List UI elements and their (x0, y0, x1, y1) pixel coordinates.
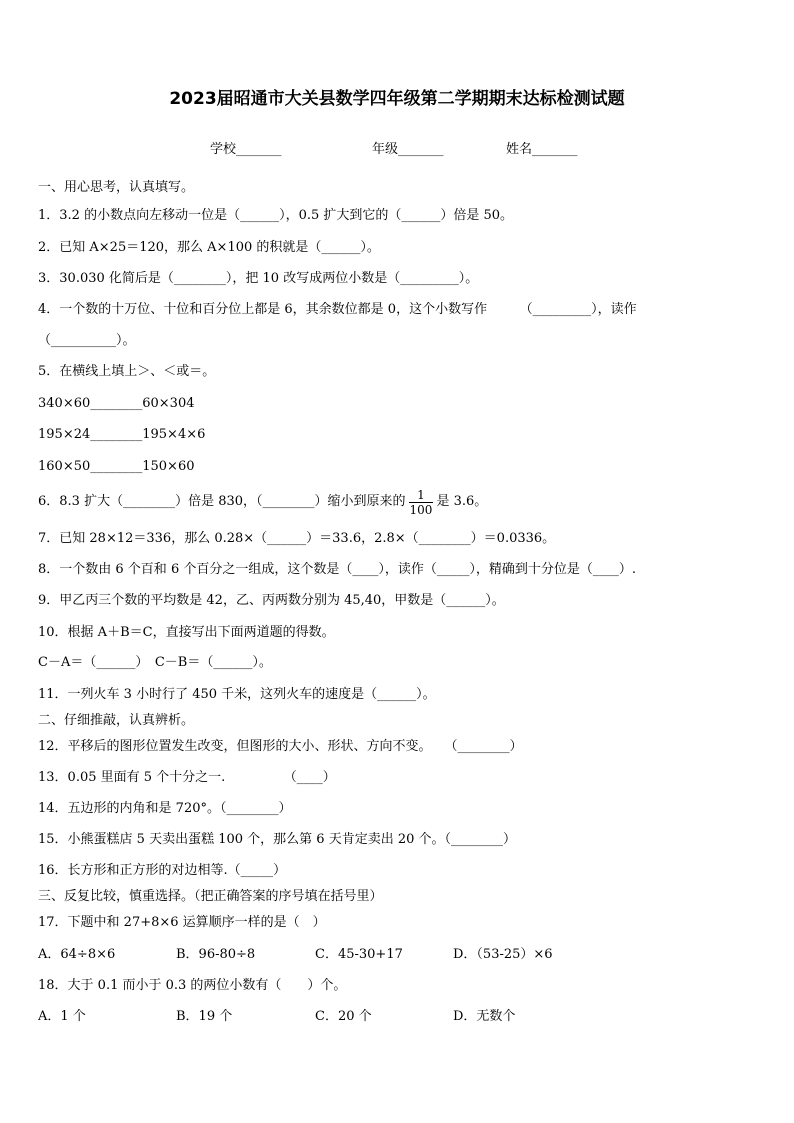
question-15: 15．小熊蛋糕店 5 天卖出蛋糕 100 个，那么第 6 天肯定卖出 20 个。（________） (38, 832, 516, 847)
question-6-text: 6．8.3 扩大（________）倍是 830，（________）缩小到原来的 (38, 494, 406, 509)
question-3: 3．30.030 化简后是（________），把 10 改写成两位小数是（_________）。 (38, 271, 479, 286)
name-field: 姓名_______ (506, 142, 578, 157)
question-2: 2．已知 A×25＝120，那么 A×100 的积就是（______）。 (38, 240, 380, 255)
school-field: 学校_______ (210, 142, 282, 157)
question-5: 5．在横线上填上＞、＜或＝。 (38, 364, 216, 379)
question-6 (38, 484, 487, 520)
question-6-tail: 是 3.6。 (436, 494, 488, 509)
question-12: 12．平移后的图形位置发生改变，但图形的大小、形状、方向不变。 （________） (38, 739, 523, 754)
question-7: 7．已知 28×12＝336，那么 0.28×（______）＝33.6，2.8×（________）＝0.0336。 (38, 531, 556, 546)
grade-field: 年级_______ (372, 142, 444, 157)
section-3-heading: 三、反复比较，慎重选择。（把正确答案的序号填在括号里） (38, 889, 383, 904)
question-11: 11．一列火车 3 小时行了 450 千米，这列火车的速度是（______）。 (38, 687, 436, 702)
question-4: 4．一个数的十万位、十位和百分位上都是 6，其余数位都是 0，这个小数写作 （_________），读作 (38, 302, 637, 317)
q17-option-b: B．96-80÷8 (176, 947, 256, 962)
page-title: 2023届昭通市大关县数学四年级第二学期期末达标检测试题 (169, 89, 625, 109)
question-17: 17．下题中和 27+8×6 运算顺序一样的是（ ） (38, 915, 326, 930)
compare-item-1: 340×60________60×304 (38, 396, 195, 411)
fraction-one-hundredth (408, 488, 435, 517)
q18-option-b: B．19 个 (176, 1009, 233, 1024)
question-9: 9．甲乙丙三个数的平均数是 42，乙、丙两数分别为 45,40，甲数是（______）。 (38, 593, 505, 608)
q17-option-a: A．64÷8×6 (38, 947, 116, 962)
question-8: 8．一个数由 6 个百和 6 个百分之一组成，这个数是（____），读作（_____），精确到十分位是（____）. (38, 562, 636, 577)
question-1: 1．3.2 的小数点向左移动一位是（______），0.5 扩大到它的（______）倍是 50。 (38, 208, 514, 223)
q17-option-c: C．45-30+17 (315, 947, 403, 962)
q18-option-a: A．1 个 (38, 1009, 86, 1024)
compare-item-2: 195×24________195×4×6 (38, 427, 206, 442)
section-2-heading: 二、仔细推敲，认真辨析。 (38, 713, 195, 728)
compare-item-3: 160×50________150×60 (38, 459, 195, 474)
fraction-numerator: 1 (417, 487, 425, 502)
question-10: 10．根据 A＋B＝C，直接写出下面两道题的得数。 (38, 625, 335, 640)
question-4-cont: （__________）。 (38, 333, 136, 348)
question-18: 18．大于 0.1 而小于 0.3 的两位小数有（ ）个。 (38, 978, 347, 993)
question-10-answers: C－A＝（______） C－B＝（______）。 (38, 655, 272, 670)
q17-option-d: D．（53-25）×6 (453, 947, 553, 962)
question-16: 16．长方形和正方形的对边相等.（_____） (38, 863, 287, 878)
q18-option-c: C．20 个 (315, 1009, 372, 1024)
q18-option-d: D．无数个 (453, 1009, 516, 1024)
question-13: 13．0.05 里面有 5 个十分之一. （____） (38, 770, 336, 785)
question-14: 14．五边形的内角和是 720°。（________） (38, 801, 292, 816)
fraction-denominator: 100 (409, 502, 433, 517)
section-1-heading: 一、用心思考，认真填写。 (38, 180, 195, 195)
